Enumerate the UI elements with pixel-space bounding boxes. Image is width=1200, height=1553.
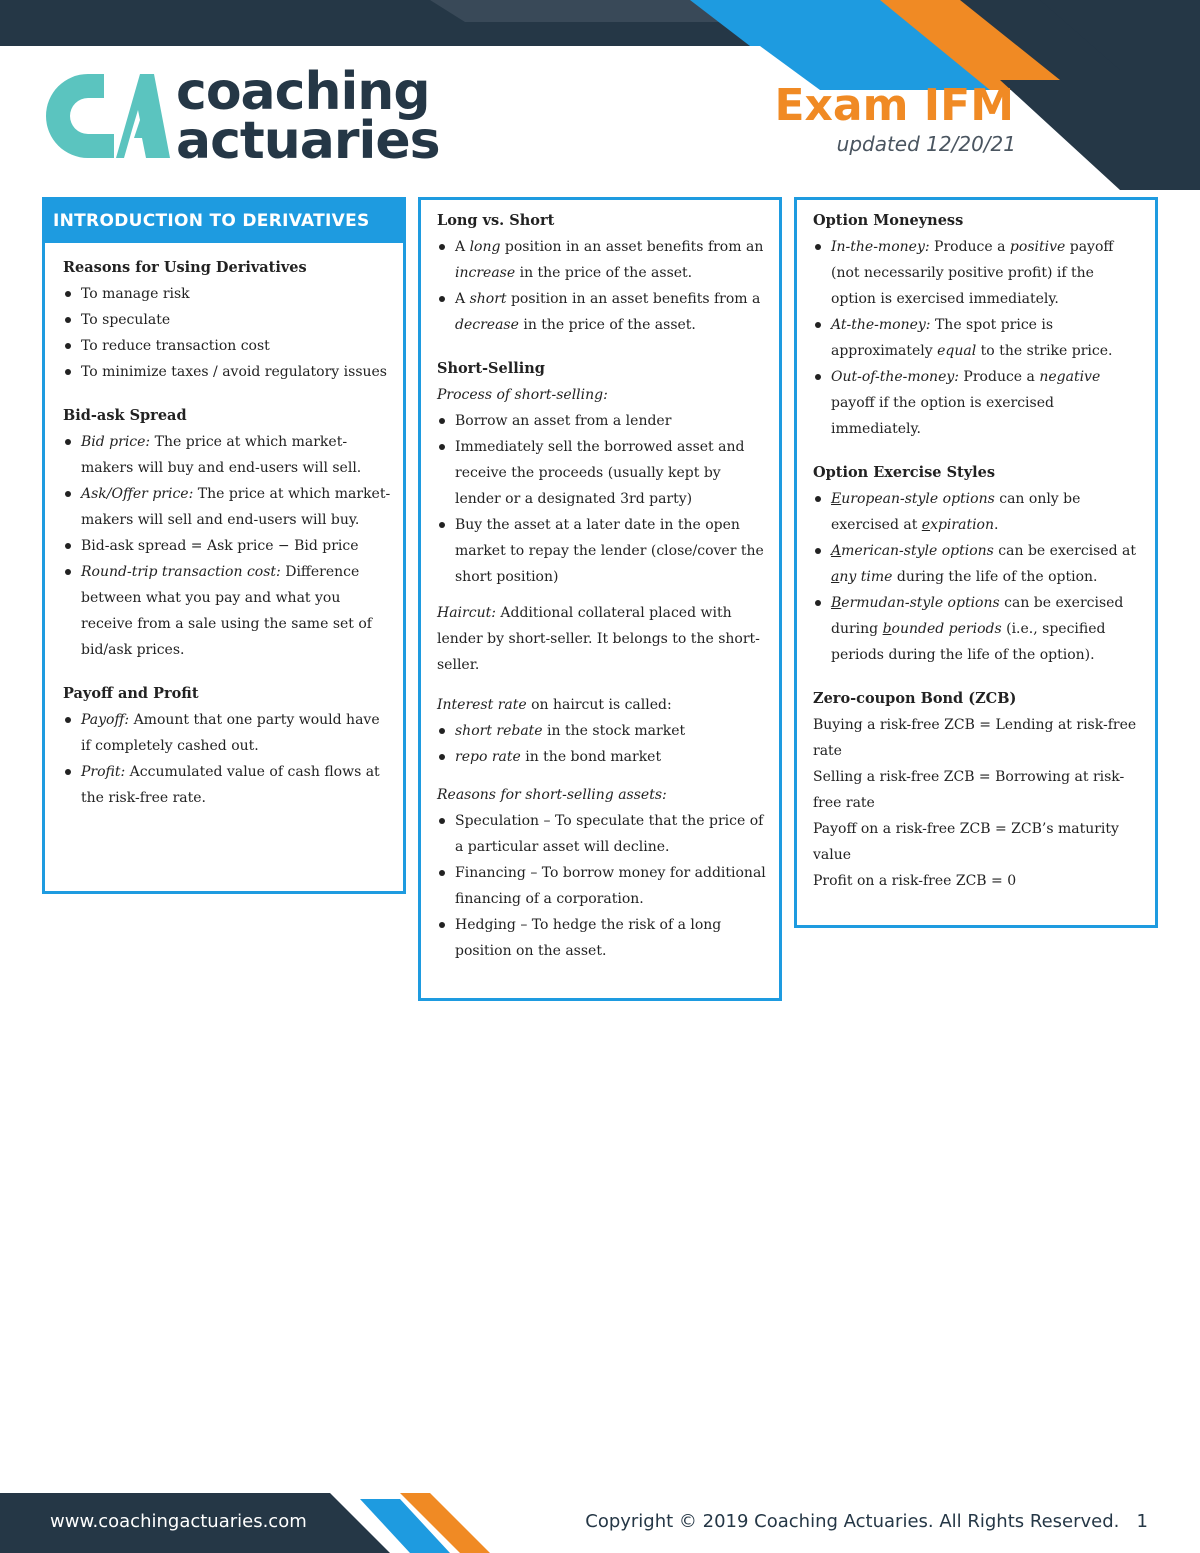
list-item	[437, 744, 767, 770]
term: ermudan-style options	[841, 595, 1000, 611]
text: Produce a	[958, 369, 1040, 385]
column-introduction	[42, 197, 406, 894]
bullet-list	[813, 234, 1143, 442]
definition: Amount that one party would have if completely cashed out.	[81, 712, 380, 754]
initial: E	[831, 491, 842, 507]
logo-wordmark	[176, 62, 440, 172]
text: A	[455, 239, 470, 255]
text: on haircut is called:	[526, 697, 672, 713]
term: merican-style options	[841, 543, 994, 559]
term: Out-of-the-money:	[831, 369, 959, 385]
initial: A	[831, 543, 842, 559]
term: Ask/Offer price:	[81, 486, 194, 502]
bullet-list	[63, 707, 391, 811]
bullet-list	[63, 429, 391, 663]
subtitle: Process of short-selling:	[437, 387, 608, 403]
copyright-text: Copyright © 2019 Coaching Actuaries. All Rights Reserved.	[585, 1511, 1120, 1532]
list-item: Hedging – To hedge the risk of a long position on the asset.	[437, 912, 767, 964]
emphasis: positive	[1009, 239, 1066, 255]
text: in the stock market	[542, 723, 686, 739]
text: position in an asset benefits from a	[506, 291, 761, 307]
section-title: Short-Selling	[437, 360, 545, 377]
text: can only be exercised at	[831, 491, 1081, 533]
text: in the price of the asset.	[515, 265, 693, 281]
bullet-list	[63, 281, 391, 385]
section-header: INTRODUCTION TO DERIVATIVES	[45, 200, 403, 243]
page-number: 1	[1136, 1511, 1148, 1532]
list-item	[813, 590, 1143, 668]
text: The spot price is approximately	[831, 317, 1054, 359]
term: repo rate	[455, 749, 521, 765]
list-item	[63, 559, 391, 663]
list-item	[813, 538, 1143, 590]
list-item	[813, 234, 1143, 312]
emphasis: ny time	[839, 569, 893, 585]
list-item	[437, 234, 767, 286]
list-item	[813, 312, 1143, 364]
list-item: Borrow an asset from a lender	[437, 408, 767, 434]
text: position in an asset benefits from an	[500, 239, 764, 255]
section-option-moneyness	[813, 208, 1143, 442]
text: can be exercised at	[993, 543, 1136, 559]
text: during the life of the option.	[892, 569, 1098, 585]
term: Payoff:	[81, 712, 130, 728]
text: Produce a	[929, 239, 1010, 255]
emphasis: short	[469, 291, 507, 307]
section-reasons-short-selling	[437, 782, 767, 964]
text: in the bond market	[520, 749, 662, 765]
term: Profit:	[81, 764, 126, 780]
list-item: To speculate	[63, 307, 391, 333]
footer-copyright	[585, 1511, 1148, 1532]
section-zero-coupon-bond	[813, 686, 1143, 894]
section-long-vs-short	[437, 208, 767, 338]
list-item	[813, 486, 1143, 538]
section-title: Payoff and Profit	[63, 685, 199, 702]
definition: Additional collateral placed with lender by short-seller. It belongs to the short-seller.	[437, 605, 760, 673]
bullet-list	[437, 808, 767, 964]
emphasis: long	[469, 239, 501, 255]
definition: Difference between what you pay and what you receive from a sale using the same set of bid/ask prices.	[81, 564, 372, 658]
section-reasons-for-derivatives	[63, 255, 391, 385]
emphasis: negative	[1039, 369, 1101, 385]
text: A	[455, 291, 470, 307]
section-title: Bid-ask Spread	[63, 407, 187, 424]
list-item	[63, 429, 391, 481]
definition: The price at which market-makers will sell and end-users will buy.	[81, 486, 391, 528]
text: payoff if the option is exercised immediately.	[831, 395, 1054, 437]
list-item	[63, 481, 391, 533]
text: in the price of the asset.	[518, 317, 696, 333]
text: can be exercised during	[831, 595, 1124, 637]
section-exercise-styles	[813, 460, 1143, 668]
emphasis: equal	[937, 343, 977, 359]
emphasis: xpiration	[930, 517, 995, 533]
updated-date: updated 12/20/21	[836, 132, 1016, 156]
section-title: Option Moneyness	[813, 212, 964, 229]
bullet-list	[813, 486, 1143, 668]
emphasis: ounded periods	[891, 621, 1002, 637]
list-item: Speculation – To speculate that the price of a particular asset will decline.	[437, 808, 767, 860]
term: short rebate	[455, 723, 543, 739]
list-item	[813, 364, 1143, 442]
list-item	[63, 759, 391, 811]
term: uropean-style options	[841, 491, 995, 507]
haircut-definition	[437, 600, 767, 678]
list-item: Financing – To borrow money for additional financing of a corporation.	[437, 860, 767, 912]
column-options	[794, 197, 1158, 928]
website-link[interactable]: www.coachingactuaries.com	[50, 1511, 307, 1532]
section-title: Reasons for Using Derivatives	[63, 259, 307, 276]
section-title: Long vs. Short	[437, 212, 555, 229]
list-item: To reduce transaction cost	[63, 333, 391, 359]
logo-line-2: actuaries	[176, 111, 440, 172]
initial: e	[921, 517, 931, 533]
list-item	[63, 707, 391, 759]
zcb-line: Profit on a risk-free ZCB = 0	[813, 873, 1017, 889]
section-title: Zero-coupon Bond (ZCB)	[813, 690, 1017, 707]
emphasis: increase	[455, 265, 516, 281]
interest-intro	[437, 692, 767, 718]
term: Interest rate	[437, 697, 527, 713]
section-title: Option Exercise Styles	[813, 464, 996, 481]
zcb-line: Selling a risk-free ZCB = Borrowing at risk-free rate	[813, 769, 1125, 811]
text: to the strike price.	[976, 343, 1113, 359]
section-payoff-profit	[63, 681, 391, 811]
text: payoff (not necessarily positive profit) if the option is exercised immediately.	[831, 239, 1114, 307]
term: At-the-money:	[831, 317, 931, 333]
term: Haircut:	[437, 605, 496, 621]
definition: Accumulated value of cash flows at the risk-free rate.	[81, 764, 380, 806]
zcb-line: Payoff on a risk-free ZCB = ZCB’s maturity value	[813, 821, 1119, 863]
initial: a	[831, 569, 840, 585]
list-item: To manage risk	[63, 281, 391, 307]
zcb-line: Buying a risk-free ZCB = Lending at risk-free rate	[813, 717, 1137, 759]
section-short-selling	[437, 356, 767, 590]
term: Bid price:	[81, 434, 151, 450]
emphasis: decrease	[455, 317, 519, 333]
bullet-list	[437, 718, 767, 770]
text: .	[994, 517, 999, 533]
bullet-list	[437, 408, 767, 590]
term: In-the-money:	[831, 239, 930, 255]
text: (i.e., specified periods during the life of the option).	[831, 621, 1106, 663]
section-bid-ask-spread	[63, 403, 391, 663]
definition: The price at which market-makers will buy and end-users will sell.	[81, 434, 362, 476]
list-item: Buy the asset at a later date in the open market to repay the lender (close/cover the short position)	[437, 512, 767, 590]
subtitle: Reasons for short-selling assets:	[437, 787, 667, 803]
coaching-actuaries-logo	[42, 70, 170, 162]
list-item: Bid-ask spread = Ask price − Bid price	[63, 533, 391, 559]
list-item: Immediately sell the borrowed asset and receive the proceeds (usually kept by lender or a designated 3rd party)	[437, 434, 767, 512]
column-long-short	[418, 197, 782, 1001]
logo-line-1: coaching	[176, 62, 430, 122]
exam-title: Exam IFM	[774, 80, 1014, 131]
term: Round-trip transaction cost:	[81, 564, 281, 580]
list-item	[437, 718, 767, 744]
initial: B	[831, 595, 842, 611]
initial: b	[882, 621, 892, 637]
bullet-list	[437, 234, 767, 338]
section-interest-rate	[437, 692, 767, 770]
list-item	[437, 286, 767, 338]
list-item: To minimize taxes / avoid regulatory issues	[63, 359, 391, 385]
